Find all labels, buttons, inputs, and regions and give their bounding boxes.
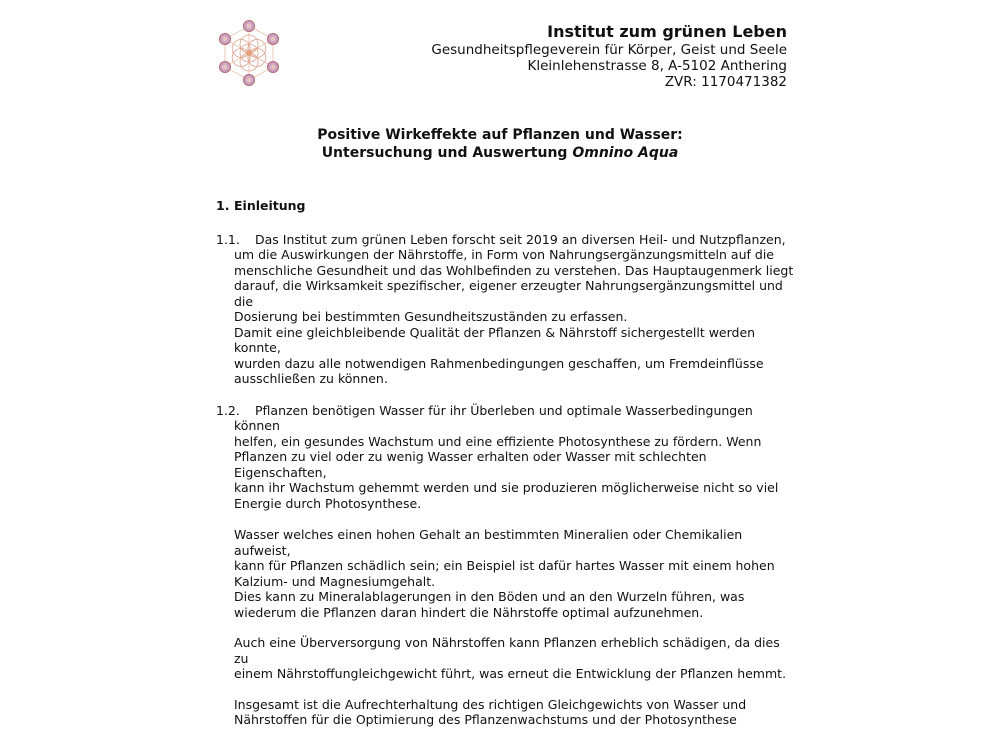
- paragraph-line: Pflanzen benötigen Wasser für ihr Überleben und optimale Wasserbedingungen können: [234, 402, 753, 433]
- paragraph-line: Nährstoffen für die Optimierung des Pflanzenwachstums und der Photosynthese: [234, 712, 737, 727]
- paragraph-line: Insgesamt ist die Aufrechterhaltung des richtigen Gleichgewichts von Wasser und: [234, 696, 747, 712]
- paragraph-line: darauf, die Wirksamkeit spezifischer, eigener erzeugter Nahrungsergänzungsmittel und die: [234, 278, 783, 309]
- title-line-1: Positive Wirkeffekte auf Pflanzen und Wasser:: [317, 127, 683, 143]
- paragraph-line: einem Nährstoffungleichgewicht führt, was erneut die Entwicklung der Pflanzen hemmt.: [234, 666, 787, 681]
- paragraph-line: Energie durch Photosynthese.: [234, 495, 422, 511]
- paragraph-line: kann ihr Wachstum gehemmt werden und sie produzieren möglicherweise nicht so viel: [234, 480, 779, 495]
- paragraph-number: 1.1.: [216, 231, 240, 247]
- document-body: [216, 198, 796, 743]
- paragraph-1-2: [216, 403, 796, 512]
- letterhead: [367, 22, 787, 90]
- product-name: Omnino Aqua: [572, 145, 679, 161]
- title-line-2: [200, 144, 800, 162]
- section-heading: [216, 198, 796, 214]
- paragraph-line: Wasser welches einen hohen Gehalt an bestimmten Mineralien oder Chemikalien aufweist,: [234, 527, 743, 558]
- subparagraph-balance: [216, 697, 796, 728]
- paragraph-number: 1.2.: [216, 402, 240, 418]
- institute-name: Institut zum grünen Leben: [547, 22, 787, 41]
- paragraph-line: wiederum die Pflanzen daran hindert die Nährstoffe optimal aufzunehmen.: [234, 604, 704, 620]
- paragraph-line: wurden dazu alle notwendigen Rahmenbedingungen geschaffen, um Fremdeinflüsse: [234, 355, 764, 371]
- section-title: Einleitung: [234, 198, 306, 213]
- paragraph-line: um die Auswirkungen der Nährstoffe, in Form von Nahrungsergänzungsmitteln auf die: [234, 247, 774, 262]
- subparagraph-nutrient-oversupply: [216, 635, 796, 682]
- paragraph-line: Kalzium- und Magnesiumgehalt.: [234, 573, 436, 589]
- paragraph-line: Damit eine gleichbleibende Qualität der Pflanzen & Nährstoff sichergestellt werden konnte,: [234, 324, 756, 355]
- institute-zvr: ZVR: 1170471382: [664, 74, 787, 90]
- subparagraph-water-minerals: [216, 527, 796, 620]
- flower-of-life-logo-icon: [214, 18, 284, 88]
- title-line-2-prefix: Untersuchung und Auswertung: [321, 145, 573, 161]
- paragraph-line: menschliche Gesundheit und das Wohlbefinden zu verstehen. Das Hauptaugenmerk liegt: [234, 262, 794, 278]
- document-title: [200, 126, 800, 162]
- paragraph-line: Dies kann zu Mineralablagerungen in den Böden und an den Wurzeln führen, was: [234, 589, 745, 604]
- institute-subtitle: Gesundheitspflegeverein für Körper, Geist und Seele: [431, 42, 787, 58]
- paragraph-line: Dosierung bei bestimmten Gesundheitszuständen zu erfassen.: [234, 309, 628, 324]
- paragraph-line: helfen, ein gesundes Wachstum und eine effiziente Photosynthese zu fördern. Wenn: [234, 433, 762, 449]
- paragraph-line: Pflanzen zu viel oder zu wenig Wasser erhalten oder Wasser mit schlechten Eigenschaften,: [234, 449, 707, 480]
- paragraph-line: kann für Pflanzen schädlich sein; ein Beispiel ist dafür hartes Wasser mit einem hohen: [234, 558, 775, 573]
- section-number: 1.: [216, 198, 230, 213]
- paragraph-line: ausschließen zu können.: [234, 371, 388, 386]
- paragraph-line: Auch eine Überversorgung von Nährstoffen kann Pflanzen erheblich schädigen, da dies zu: [234, 635, 780, 666]
- paragraph-line: Das Institut zum grünen Leben forscht seit 2019 an diversen Heil- und Nutzpflanzen,: [255, 231, 786, 247]
- institute-address: Kleinlehenstrasse 8, A-5102 Anthering: [527, 58, 787, 74]
- paragraph-1-1: [216, 232, 796, 387]
